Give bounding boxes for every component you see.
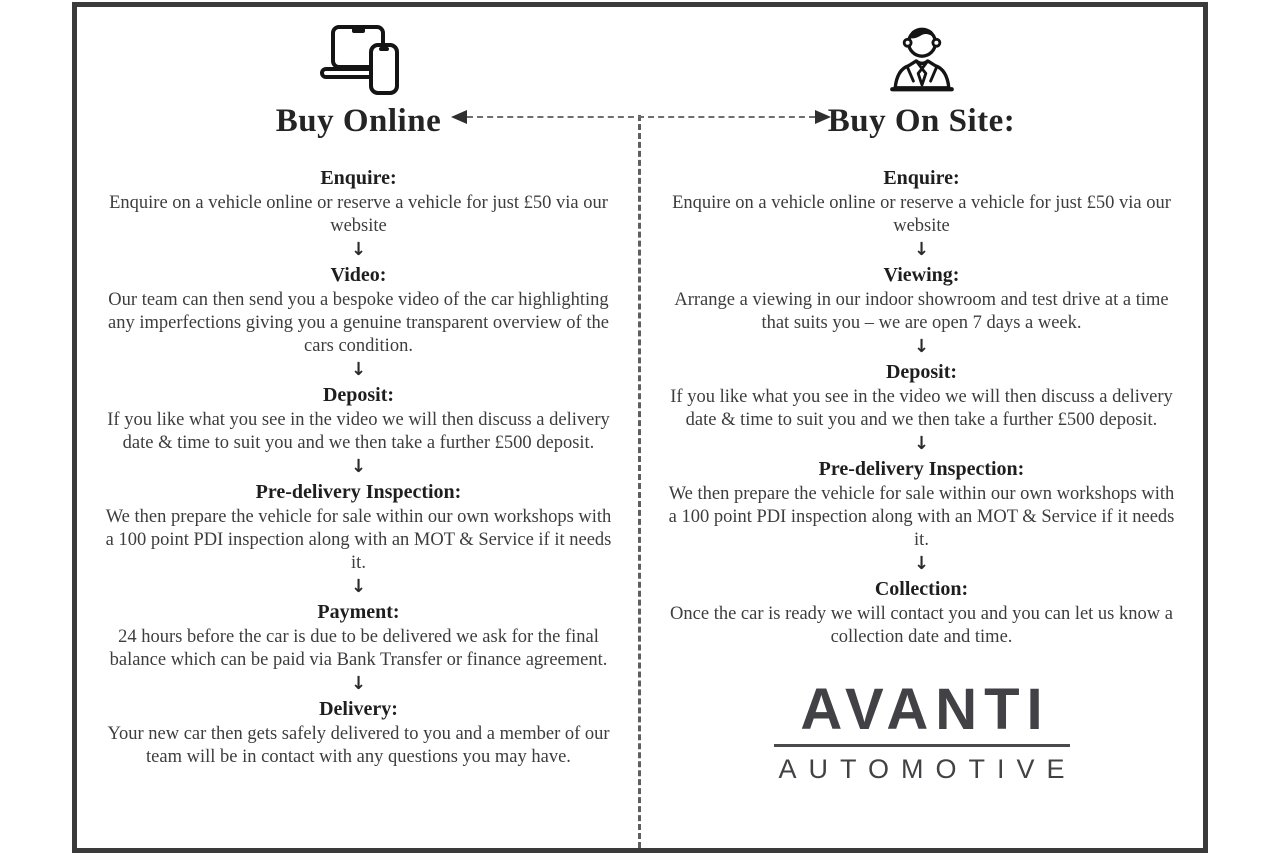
laptop-phone-icon <box>77 21 640 99</box>
step-body: If you like what you see in the video we will then discuss a delivery date & time to suit you and we then take a further £500 deposit. <box>107 410 610 453</box>
step-heading: Delivery: <box>319 698 398 720</box>
column-buy-online <box>77 7 640 848</box>
down-arrow-icon: ↓ <box>350 359 367 380</box>
step-heading: Deposit: <box>322 384 395 406</box>
salesperson-icon <box>640 21 1203 99</box>
step-heading: Enquire: <box>320 167 397 189</box>
step-heading: Pre-delivery Inspection: <box>818 458 1025 480</box>
step-body: We then prepare the vehicle for sale within our own workshops with a 100 point PDI inspection along with an MOT & Service if it needs it. <box>105 507 612 573</box>
down-arrow-icon: ↓ <box>350 239 367 260</box>
logo-subtitle: AUTOMOTIVE <box>778 754 1077 784</box>
step-collection <box>666 576 1177 649</box>
down-arrow-icon: ↓ <box>350 673 367 694</box>
step-pre-delivery-inspection <box>666 456 1177 552</box>
down-arrow-icon: ↓ <box>913 553 930 574</box>
page-frame <box>72 2 1208 853</box>
down-arrow-icon: ↓ <box>913 433 930 454</box>
step-heading: Pre-delivery Inspection: <box>255 481 462 503</box>
step-body: Once the car is ready we will contact you and you can let us know a collection date and time. <box>670 604 1173 647</box>
step-heading: Viewing: <box>883 264 960 286</box>
step-pre-delivery-inspection <box>103 479 614 575</box>
step-body: Enquire on a vehicle online or reserve a vehicle for just £50 via our website <box>672 193 1171 236</box>
step-heading: Collection: <box>874 578 969 600</box>
step-enquire <box>666 165 1177 238</box>
logo-divider-line <box>774 744 1070 747</box>
step-viewing <box>666 262 1177 335</box>
column-title-buy-online: Buy Online <box>275 103 442 139</box>
down-arrow-icon: ↓ <box>913 239 930 260</box>
down-arrow-icon: ↓ <box>350 456 367 477</box>
steps-buy-on-site <box>640 165 1203 649</box>
down-arrow-icon: ↓ <box>350 576 367 597</box>
avanti-automotive-logo <box>640 679 1203 784</box>
step-heading: Video: <box>330 264 387 286</box>
logo-name: AVANTI <box>800 677 1050 742</box>
down-arrow-icon: ↓ <box>913 336 930 357</box>
step-body: We then prepare the vehicle for sale within our own workshops with a 100 point PDI inspection along with an MOT & Service if it needs it. <box>668 484 1175 550</box>
column-title-buy-on-site: Buy On Site: <box>827 103 1016 139</box>
step-body: Your new car then gets safely delivered to you and a member of our team will be in contact with any questions you may have. <box>107 724 610 767</box>
step-body: Arrange a viewing in our indoor showroom and test drive at a time that suits you – we are open 7 days a week. <box>674 290 1169 333</box>
step-video <box>103 262 614 358</box>
steps-buy-online <box>77 165 640 769</box>
step-deposit <box>103 382 614 455</box>
step-body: 24 hours before the car is due to be delivered we ask for the final balance which can be paid via Bank Transfer or finance agreement. <box>109 627 608 670</box>
step-heading: Deposit: <box>885 361 958 383</box>
column-buy-on-site <box>640 7 1203 848</box>
step-delivery <box>103 696 614 769</box>
step-deposit <box>666 359 1177 432</box>
step-body: Enquire on a vehicle online or reserve a vehicle for just £50 via our website <box>109 193 608 236</box>
step-enquire <box>103 165 614 238</box>
step-heading: Payment: <box>317 601 400 623</box>
step-heading: Enquire: <box>883 167 960 189</box>
step-body: If you like what you see in the video we will then discuss a delivery date & time to suit you and we then take a further £500 deposit. <box>670 387 1173 430</box>
step-payment <box>103 599 614 672</box>
step-body: Our team can then send you a bespoke video of the car highlighting any imperfections giving you a genuine transparent overview of the cars condition. <box>108 290 609 356</box>
